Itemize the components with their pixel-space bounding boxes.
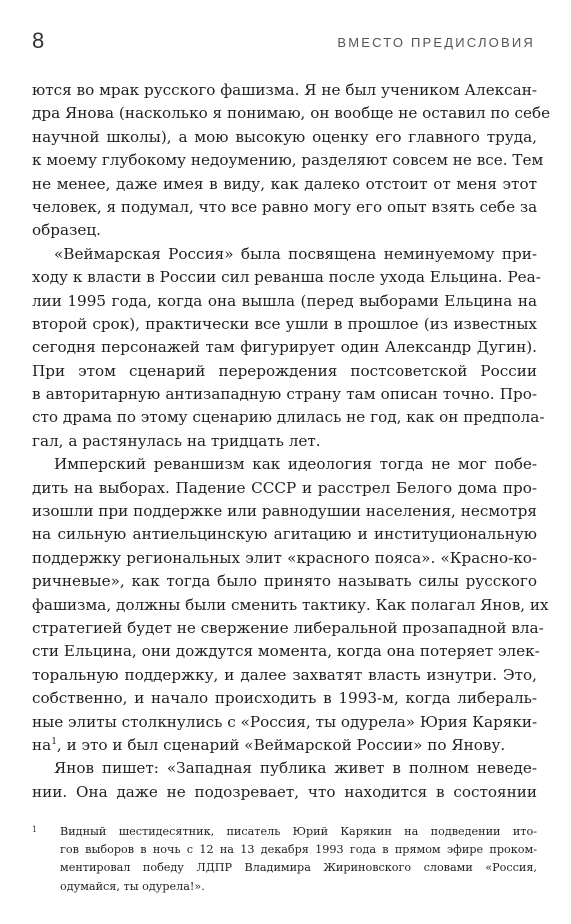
text-line: сегодня персонажей там фигурирует один Александр Дугин). [32,338,537,357]
text-line: ются во мрак русского фашизма. Я не был учеником Алексан- [32,81,537,99]
text-line: собственно, и начало происходить в 1993-м, когда либераль- [32,689,537,708]
text-line: к моему глубокому недоумению, разделяют совсем не все. Тем [32,151,544,170]
text-line: Янов пишет: «Западная публика живет в полном неведе- [54,759,537,778]
text-line: в авторитарную антизападную страну там описан точно. Про- [32,385,537,404]
page-number: 8 [32,28,45,53]
text-line: фашизма, должны были сменить тактику. Как полагал Янов, их [32,595,549,614]
text-line: ходу к власти в России сил реванша после ухода Ельцина. Реа- [32,268,541,287]
text-line: человек, я подумал, что все равно могу его опыт взять себе за [32,197,538,216]
text-line: на сильную антиельцинскую агитацию и институциональную [32,525,537,544]
text-fragment: на [32,735,52,754]
footnote-line: ментировал победу ЛДПР Владимира Жириновского словами «Россия, [60,861,537,875]
text-line: дить на выборах. Падение СССР и расстрел Белого дома про- [32,478,537,497]
body-text [32,79,551,804]
footnote-marker: 1 [32,825,38,834]
footnote [32,823,537,896]
text-line: При этом сценарий перерождения постсоветской России [32,361,537,380]
text-line: изошли при поддержке или равнодушии населения, несмотря [32,502,537,521]
text-line: не менее, даже имея в виду, как далеко отстоит от меня этот [32,174,537,193]
text-line: гал, а растянулась на тридцать лет. [32,431,321,450]
text-line: Имперский реваншизм как идеология тогда не мог побе- [54,455,537,474]
text-line: второй срок), практически все ушли в прошлое (из известных [32,314,537,333]
text-line: нии. Она даже не подозревает, что находится в состоянии [32,782,537,801]
text-line: поддержку региональных элит «красного пояса». «Красно-ко- [32,548,537,567]
text-line: лии 1995 года, когда она вышла (перед выборами Ельцина на [32,291,537,310]
text-line: торальную поддержку, и далее захватят власть изнутри. Это, [32,665,537,684]
text-line: образец. [32,221,101,240]
text-line: научной школы), а мою высокую оценку его главного труда, [32,127,537,146]
footnote-line: гов выборов в ночь с 12 на 13 декабря 1993 года в прямом эфире проком- [60,843,537,857]
text-line [32,734,537,757]
text-line: сти Ельцина, они дождутся момента, когда она потеряет элек- [32,642,540,661]
footnote-line: Видный шестидесятник, писатель Юрий Карякин на подведении ито- [60,825,537,838]
text-line: дра Янова (насколько я понимаю, он вообще не оставил по себе [32,104,551,123]
footnote-line: одумайся, ты одурела!». [60,879,205,893]
text-line: ные элиты столкнулись с «Россия, ты одурела» Юрия Каряки- [32,712,538,731]
text-line: стратегией будет не свержение либеральной прозападной вла- [32,618,544,637]
text-line: «Веймарская Россия» была посвящена неминуемому при- [54,244,537,263]
text-line: сто драма по этому сценарию длилась не год, как он предпола- [32,408,545,427]
text-fragment: , и это и был сценарий «Веймарской России» по Янову. [56,735,506,754]
text-line: ричневые», как тогда было принято называть силы русского [32,572,537,591]
running-head: ВМЕСТО ПРЕДИСЛОВИЯ [337,35,535,50]
footnote-reference[interactable]: 1 [51,736,57,747]
